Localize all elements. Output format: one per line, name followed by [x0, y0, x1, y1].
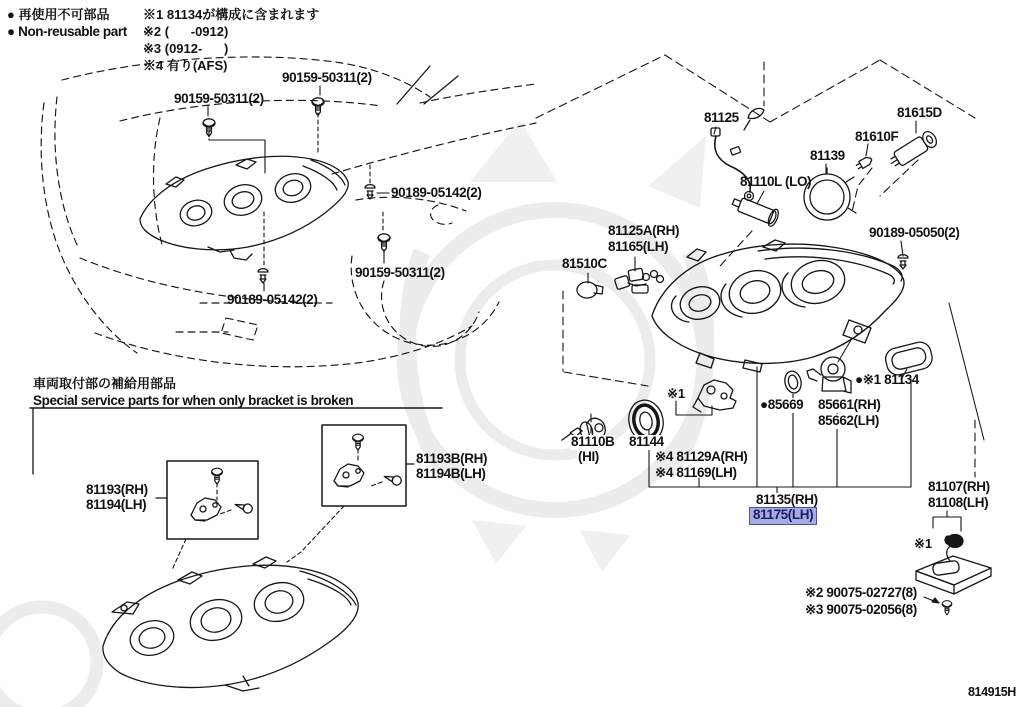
bolt-icon	[383, 472, 403, 486]
part-label-81615d: 81615D	[897, 105, 942, 120]
part-label-81194: 81194(LH)	[86, 497, 147, 512]
clip-icon	[258, 269, 268, 283]
clip-icon	[898, 255, 908, 269]
part-label-81135: 81135(RH)	[756, 492, 818, 507]
bulb-81110l	[730, 193, 780, 227]
part-label-81107: 81107(RH)	[928, 479, 990, 494]
bulb-81510c	[577, 282, 603, 298]
screw-icon	[942, 601, 952, 615]
part-label-81610f: 81610F	[855, 129, 899, 144]
part-label-81139: 81139	[810, 148, 845, 163]
legend-note4: ※4 有り(AFS)	[143, 58, 228, 73]
part-label-81125: 81125	[704, 110, 739, 125]
part-label-81110b-hi: (HI)	[578, 449, 599, 464]
part-label-85661: 85661(RH)	[818, 397, 881, 412]
part-label-90159-50311-top: 90159-50311(2)	[282, 70, 372, 85]
legend-note2: ※2 ( -0912)	[143, 24, 229, 39]
part-label-81175-highlighted[interactable]: 81175(LH)	[749, 507, 817, 525]
part-label-90075-02056: ※3 90075-02056(8)	[805, 602, 917, 617]
part-label-81108: 81108(LH)	[928, 495, 989, 510]
part-label-90159-50311-bottom: 90159-50311(2)	[355, 265, 445, 280]
bracket-part	[191, 498, 221, 521]
part-label-81194b: 81194B(LH)	[416, 466, 486, 481]
car-fasteners	[203, 86, 390, 291]
screw-icon	[212, 468, 223, 484]
bracket-part	[334, 464, 364, 487]
part-label-90075-02727: ※2 90075-02727(8)	[805, 585, 917, 600]
part-label-81110b: 81110B	[571, 434, 615, 449]
clip-icon	[365, 185, 375, 199]
car-front-outline	[41, 57, 536, 367]
screw-icon	[353, 434, 364, 450]
leader-line	[949, 303, 984, 440]
part-label-81110l: 81110L (LO)	[740, 174, 812, 189]
part-label-90189-05142-bottom: 90189-05142(2)	[227, 292, 318, 307]
bolt-icon	[234, 500, 254, 514]
part-label-90189-05050: 90189-05050(2)	[869, 225, 960, 240]
legend-nonreusable-jp: ● 再使用不可部品	[7, 7, 110, 22]
part-label-85669: ●85669	[760, 397, 804, 412]
bulb-81610f	[855, 156, 873, 171]
legend-note3: ※3 (0912- )	[143, 41, 229, 56]
doc-code: 814915H	[968, 685, 1016, 699]
part-label-81129a: ※4 81129A(RH)	[655, 449, 748, 464]
screw-icon	[378, 234, 390, 252]
part-label-81144: 81144	[629, 434, 664, 449]
part-label-90159-50311-left: 90159-50311(2)	[174, 91, 264, 106]
part-label-90189-05142-right: 90189-05142(2)	[391, 185, 482, 200]
part-label-81125a: 81125A(RH)	[608, 223, 680, 238]
part-label-81193b: 81193B(RH)	[416, 451, 488, 466]
legend-note1: ※1 81134が構成に含まれます	[143, 7, 320, 22]
note1-marker: ※1	[667, 386, 686, 401]
part-label-81193: 81193(RH)	[86, 482, 148, 497]
part-label-81165: 81165(LH)	[608, 239, 669, 254]
service-title-en: Special service parts for when only bracket is broken	[33, 393, 354, 408]
motor-85661	[807, 357, 851, 393]
part-label-81169: ※4 81169(LH)	[655, 465, 737, 480]
service-title-jp: 車両取付部の補給用部品	[33, 376, 177, 391]
part-label-81510c: 81510C	[562, 256, 607, 271]
ballast-note1-marker: ※1	[914, 536, 933, 551]
windshield-lines	[397, 66, 458, 104]
legend-nonreusable-en: ● Non-reusable part	[7, 24, 127, 39]
service-headlamp	[103, 557, 358, 691]
car-headlamp	[140, 156, 348, 260]
cap-81139	[804, 168, 856, 220]
part-label-85662: 85662(LH)	[818, 413, 879, 428]
part-label-81134: ●※1 81134	[855, 372, 919, 387]
leader-lines	[588, 121, 961, 603]
grommet-85669	[783, 370, 803, 395]
